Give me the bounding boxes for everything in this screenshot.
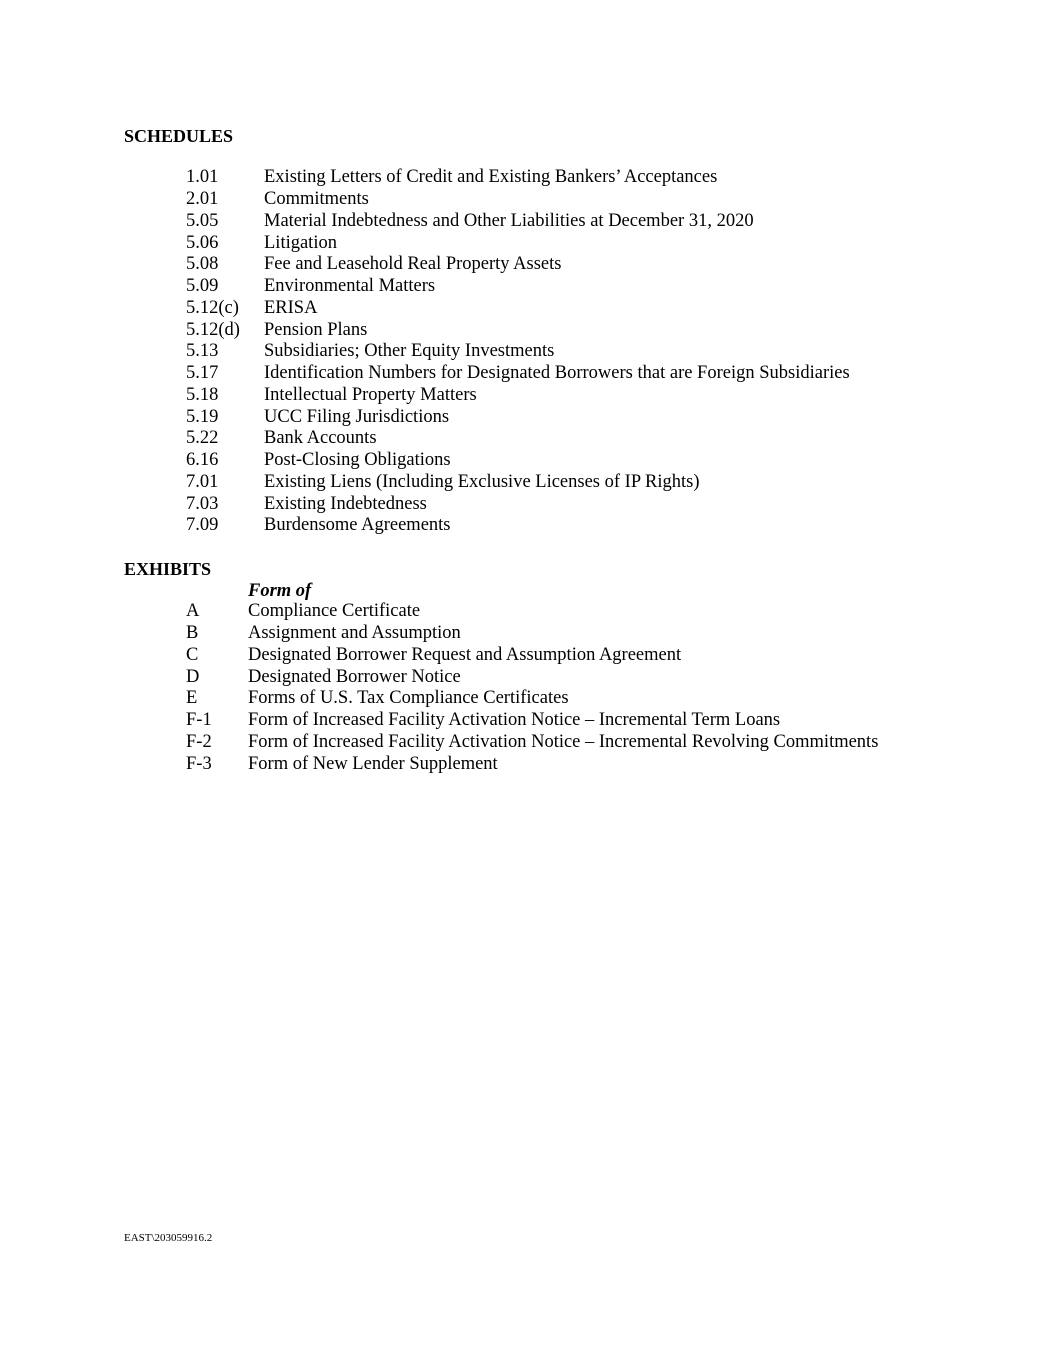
schedule-title: Subsidiaries; Other Equity Investments [264, 341, 555, 362]
exhibit-item [186, 732, 878, 754]
schedule-item [186, 406, 850, 428]
schedule-number: 7.09 [186, 515, 219, 536]
exhibit-title: Form of Increased Facility Activation Notice – Incremental Term Loans [248, 710, 781, 731]
document-id-footer: EAST\203059916.2 [124, 1232, 213, 1244]
exhibit-item [186, 710, 878, 732]
schedule-item [186, 298, 850, 320]
schedule-number: 5.09 [186, 276, 219, 297]
exhibit-item [186, 601, 878, 623]
schedule-number: 5.06 [186, 232, 219, 253]
exhibit-item [186, 623, 878, 645]
schedule-item [186, 341, 850, 363]
exhibit-letter: D [186, 666, 200, 687]
schedule-item [186, 363, 850, 385]
exhibits-subheading: Form of [248, 581, 312, 601]
exhibits-list [186, 601, 878, 775]
schedule-number: 5.08 [186, 254, 219, 275]
schedule-item [186, 254, 850, 276]
schedule-number: 7.03 [186, 493, 219, 514]
exhibit-title: Compliance Certificate [248, 601, 421, 622]
schedule-item [186, 232, 850, 254]
schedule-title: Material Indebtedness and Other Liabilities at December 31, 2020 [264, 210, 754, 231]
exhibits-heading: EXHIBITS [124, 559, 212, 579]
schedule-title: Intellectual Property Matters [264, 384, 477, 405]
schedule-number: 5.12(d) [186, 319, 240, 340]
schedule-number: 6.16 [186, 450, 219, 471]
schedule-item [186, 189, 850, 211]
schedule-number: 5.19 [186, 406, 219, 427]
schedule-title: Post-Closing Obligations [264, 450, 451, 471]
schedule-title: Identification Numbers for Designated Borrowers that are Foreign Subsidiaries [264, 363, 850, 384]
schedule-title: Commitments [264, 189, 369, 210]
schedule-number: 5.17 [186, 363, 219, 384]
schedule-title: Existing Indebtedness [264, 493, 427, 514]
schedule-number: 1.01 [186, 167, 219, 188]
exhibit-title: Designated Borrower Notice [248, 666, 461, 687]
schedule-title: Bank Accounts [264, 428, 377, 449]
schedule-number: 7.01 [186, 471, 219, 492]
exhibit-item [186, 666, 878, 688]
schedule-item [186, 319, 850, 341]
exhibit-item [186, 753, 878, 775]
schedule-number: 5.22 [186, 428, 219, 449]
schedule-item [186, 276, 850, 298]
exhibit-letter: C [186, 644, 199, 665]
exhibit-letter: E [186, 688, 198, 709]
schedule-number: 5.12(c) [186, 297, 239, 318]
schedule-item [186, 385, 850, 407]
exhibit-title: Form of New Lender Supplement [248, 753, 498, 774]
schedules-list [186, 167, 850, 537]
exhibit-item [186, 645, 878, 667]
schedule-number: 5.18 [186, 384, 219, 405]
exhibit-item [186, 688, 878, 710]
schedule-item [186, 167, 850, 189]
schedule-title: Fee and Leasehold Real Property Assets [264, 254, 562, 275]
schedule-number: 5.05 [186, 210, 219, 231]
exhibit-title: Form of Increased Facility Activation Notice – Incremental Revolving Commitments [248, 731, 879, 752]
schedule-title: Existing Letters of Credit and Existing Bankers’ Acceptances [264, 167, 718, 188]
schedule-title: UCC Filing Jurisdictions [264, 406, 450, 427]
exhibit-title: Forms of U.S. Tax Compliance Certificates [248, 688, 569, 709]
exhibit-letter: F-1 [186, 710, 212, 731]
schedule-title: Litigation [264, 232, 337, 253]
exhibit-letter: A [186, 601, 200, 622]
schedule-item [186, 211, 850, 233]
exhibit-letter: B [186, 623, 199, 644]
schedule-number: 5.13 [186, 341, 219, 362]
schedule-item [186, 472, 850, 494]
schedule-title: Environmental Matters [264, 276, 436, 297]
schedule-title: ERISA [264, 297, 318, 318]
exhibit-letter: F-3 [186, 753, 212, 774]
schedule-number: 2.01 [186, 189, 219, 210]
schedule-item [186, 428, 850, 450]
schedule-item [186, 515, 850, 537]
schedule-title: Burdensome Agreements [264, 515, 451, 536]
schedule-item [186, 450, 850, 472]
schedule-title: Pension Plans [264, 319, 368, 340]
exhibit-title: Assignment and Assumption [248, 623, 461, 644]
schedule-title: Existing Liens (Including Exclusive Licenses of IP Rights) [264, 471, 700, 492]
exhibit-title: Designated Borrower Request and Assumption Agreement [248, 644, 682, 665]
schedule-item [186, 493, 850, 515]
exhibit-letter: F-2 [186, 731, 212, 752]
schedules-heading: SCHEDULES [124, 126, 234, 146]
